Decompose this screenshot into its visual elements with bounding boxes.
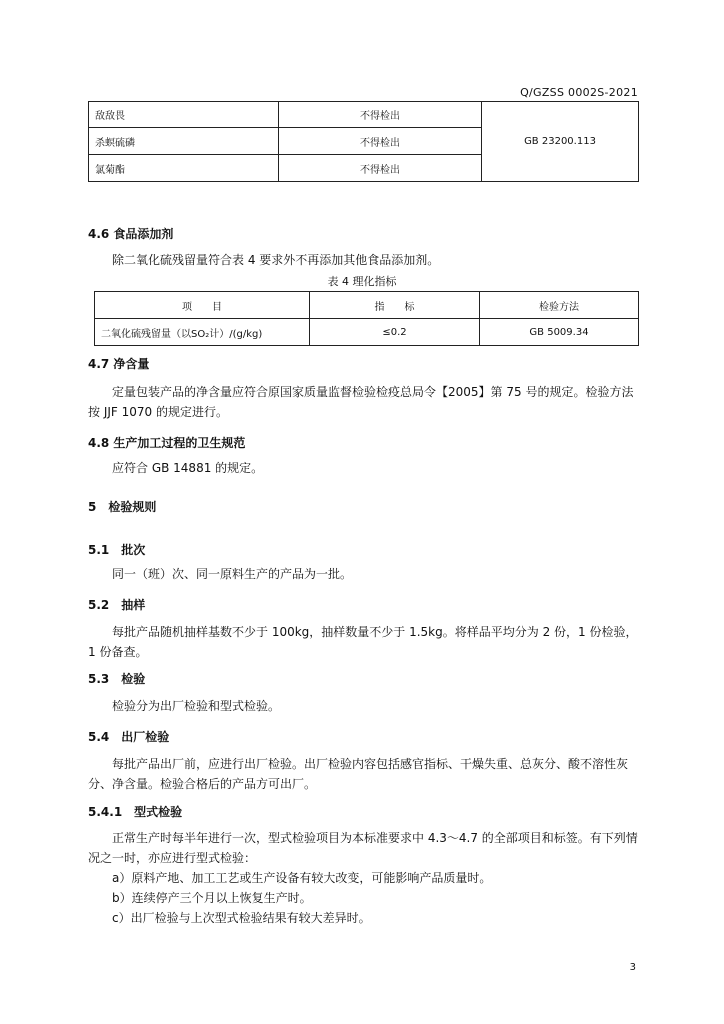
paragraph: 检验分为出厂检验和型式检验。 [112, 699, 281, 713]
paragraph: 正常生产时每半年进行一次，型式检验项目为本标准要求中 4.3～4.7 的全部项目和标签。有下列情况之一时，亦应进行型式检验： [88, 831, 638, 865]
section-heading: 4.7 净含量 [88, 357, 150, 371]
table-header: 指 标 [310, 292, 480, 319]
paragraph: 同一（班）次、同一原料生产的产品为一批。 [112, 567, 353, 581]
paragraph: 应符合 GB 14881 的规定。 [112, 461, 264, 475]
table-cell: 敌敌畏 [89, 101, 279, 128]
section-heading: 4.6 食品添加剂 [88, 227, 174, 241]
standard-code: Q/GZSS 0002S-2021 [520, 86, 638, 99]
section-heading: 5.1 批次 [88, 543, 146, 557]
table-cell: 不得检出 [279, 101, 482, 128]
table-cell: 杀螟硫磷 [89, 128, 279, 155]
paragraph: 每批产品出厂前，应进行出厂检验。出厂检验内容包括感官指标、干燥失重、总灰分、酸不溶性灰分、净含量。检验合格后的产品方可出厂。 [88, 757, 629, 791]
table-caption: 表 4 理化指标 [327, 275, 397, 288]
table-header: 检验方法 [480, 292, 639, 319]
table-header-row [95, 292, 639, 319]
table-cell: ≤0.2 [310, 319, 480, 346]
section-heading: 5.2 抽样 [88, 598, 146, 612]
list-item: c）出厂检验与上次型式检验结果有较大差异时。 [112, 911, 371, 925]
pesticide-table [88, 101, 639, 182]
page-number: 3 [629, 962, 636, 973]
table-cell: 二氧化硫残留量（以SO₂计）/(g/kg) [95, 319, 310, 346]
table-cell: GB 5009.34 [480, 319, 639, 346]
section-heading: 4.8 生产加工过程的卫生规范 [88, 436, 246, 450]
table-header: 项 目 [95, 292, 310, 319]
table-cell: 不得检出 [279, 128, 482, 155]
table-row [95, 319, 639, 346]
table-cell: 氯菊酯 [89, 155, 279, 182]
method-cell: GB 23200.113 [482, 101, 639, 182]
list-item: a）原料产地、加工工艺或生产设备有较大改变，可能影响产品质量时。 [112, 871, 492, 885]
paragraph: 每批产品随机抽样基数不少于 100kg，抽样数量不少于 1.5kg。将样品平均分为 2 份，1 份检验，1 份备查。 [88, 625, 638, 659]
table-row [89, 101, 639, 128]
list-item: b）连续停产三个月以上恢复生产时。 [112, 891, 312, 905]
paragraph: 除二氧化硫残留量符合表 4 要求外不再添加其他食品添加剂。 [112, 253, 440, 267]
section-heading: 5.4.1 型式检验 [88, 805, 183, 819]
chapter-heading: 5 检验规则 [88, 500, 157, 514]
physicochemical-table [94, 291, 639, 346]
paragraph: 定量包装产品的净含量应符合原国家质量监督检验检疫总局令【2005】第 75 号的规定。检验方法按 JJF 1070 的规定进行。 [88, 385, 634, 419]
section-heading: 5.3 检验 [88, 672, 146, 686]
section-heading: 5.4 出厂检验 [88, 730, 170, 744]
table-cell: 不得检出 [279, 155, 482, 182]
